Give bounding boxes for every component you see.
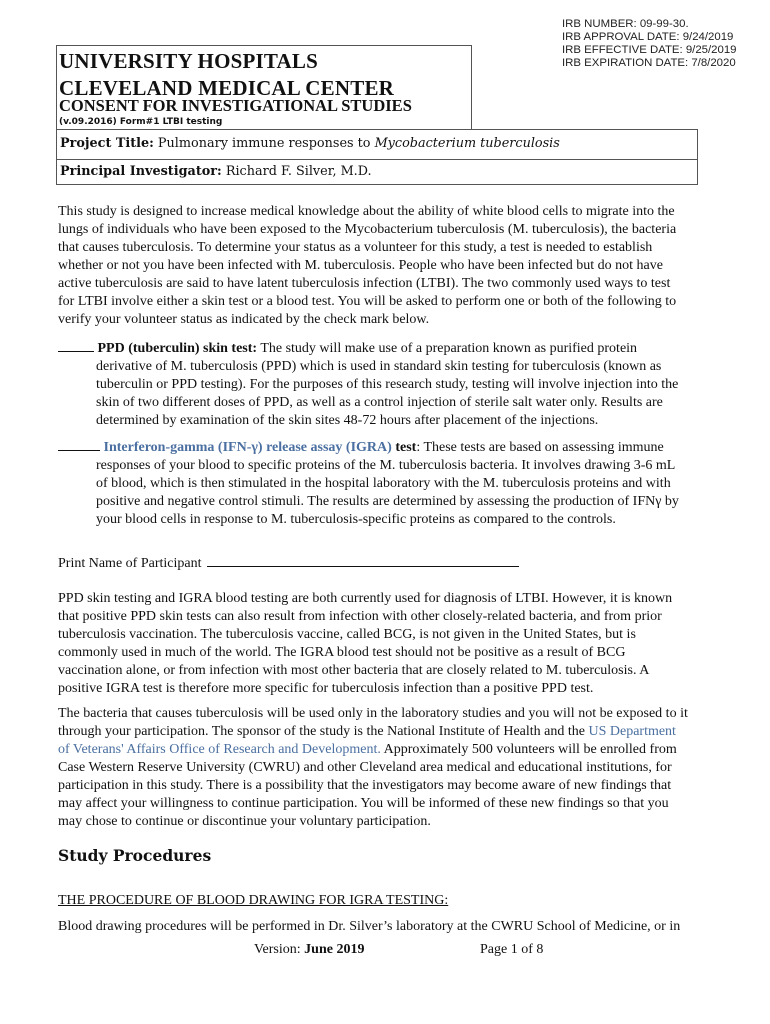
sponsor-line-2 — [58, 723, 738, 741]
irb-number: IRB NUMBER: 09-99-30. — [562, 18, 689, 30]
intro-line-3: that causes tuberculosis. To determine your status as a volunteer for this study, a test is needed to establish — [58, 240, 653, 255]
study-procedures-heading: Study Procedures — [58, 846, 212, 865]
intro-line-6: for LTBI involve either a skin test or a blood test. You will be asked to perform one or both of the following to — [58, 294, 677, 309]
procedure-line: Blood drawing procedures will be performed in Dr. Silver’s laboratory at the CWRU School of Medicine, or in — [58, 919, 681, 934]
igra-first-line: : These tests are based on assessing immune — [416, 440, 664, 455]
sponsor-paragraph — [58, 705, 738, 831]
ppd-line-4: determined by examination of the skin sites 48-72 hours after placement of the injections. — [96, 413, 599, 428]
ppd-checkbox-blank[interactable] — [58, 341, 94, 352]
sponsor-line-3-text: Approximately 500 volunteers will be enrolled from — [380, 742, 677, 757]
procedure-heading: THE PROCEDURE OF BLOOD DRAWING FOR IGRA TESTING: — [58, 893, 449, 908]
institution-name — [59, 48, 394, 102]
footer-version-value: June 2019 — [304, 942, 365, 957]
ppd-line-2: tuberculin or PPD testing). For the purposes of this research study, testing will involve injection into the — [96, 377, 679, 392]
igra-line-4: your blood cells in response to M. tuberculosis-specific proteins as compared to the controls. — [96, 512, 616, 527]
igra-option — [58, 439, 664, 457]
print-name-row — [58, 554, 738, 573]
project-box — [56, 129, 698, 185]
institution-line-2: CLEVELAND MEDICAL CENTER — [59, 76, 395, 100]
sponsor-line-7: may chose to continue or discontinue your voluntary participation. — [58, 814, 431, 829]
sponsor-va-link-2: of Veterans' Affairs Office of Research and Development. — [58, 742, 381, 757]
sponsor-line-3 — [58, 741, 738, 759]
footer-version — [254, 942, 364, 958]
sponsor-line-5: participation in this study. There is a possibility that the investigators may become aware of new findings that — [58, 778, 672, 793]
intro-line-5: active tuberculosis are said to have latent tuberculosis infection (LTBI). The two commonly used ways to test — [58, 276, 671, 291]
ppd-first-line: The study will make use of a preparation known as purified protein — [257, 341, 638, 356]
sponsor-line-2-text: through your participation. The sponsor of the study is the National Institute of Health and the — [58, 724, 589, 739]
sponsor-va-link-1: US Department — [588, 724, 676, 739]
project-title — [60, 136, 560, 151]
igra-description — [96, 457, 736, 529]
project-divider — [57, 159, 697, 160]
ltbi-line-1: PPD skin testing and IGRA blood testing are both currently used for diagnosis of LTBI. However, it is known — [58, 591, 673, 606]
igra-heading-test: test — [391, 440, 417, 455]
project-title-label: Project Title: — [60, 136, 154, 151]
intro-paragraph — [58, 203, 738, 329]
intro-line-4: whether or not you have been infected with M. tuberculosis. People who have been infected but do not have — [58, 258, 663, 273]
ppd-line-3: skin of two different doses of PPD, as well as a control injection of sterile salt water only. Results are — [96, 395, 663, 410]
principal-investigator — [60, 164, 372, 179]
ppd-description — [96, 358, 736, 430]
ppd-heading: PPD (tuberculin) skin test: — [97, 341, 258, 356]
intro-line-7: verify your volunteer status as indicated by the check mark below. — [58, 312, 430, 327]
irb-expiration-date: IRB EXPIRATION DATE: 7/8/2020 — [562, 57, 736, 69]
pi-label: Principal Investigator: — [60, 164, 222, 179]
igra-line-3: positive and negative control stimuli. The results are determined by assessing the production of IFNγ by — [96, 494, 679, 509]
sponsor-line-4: Case Western Reserve University (CWRU) and other Cleveland area medical and educational institutions, for — [58, 760, 672, 775]
intro-line-2: lungs of individuals who have been exposed to the Mycobacterium tuberculosis (M. tuberculosis), the bacteria — [58, 222, 677, 237]
irb-approval-date: IRB APPROVAL DATE: 9/24/2019 — [562, 31, 734, 43]
form-title: CONSENT FOR INVESTIGATIONAL STUDIES — [59, 96, 412, 115]
ltbi-line-2: that positive PPD skin tests can also result from infection with other closely-related bacteria, and from prior — [58, 609, 662, 624]
print-name-label: Print Name of Participant — [58, 556, 202, 571]
project-title-text: Pulmonary immune responses to — [153, 136, 375, 151]
sponsor-line-6: may affect your willingness to continue participation. You will be informed of these new findings so that you — [58, 796, 669, 811]
ppd-option — [58, 340, 637, 358]
pi-name: Richard F. Silver, M.D. — [221, 164, 372, 179]
ltbi-line-5: vaccination alone, or from infection with most other bacteria that are closely related to M. tuberculosis. A — [58, 663, 650, 678]
project-title-italic: Mycobacterium tuberculosis — [374, 136, 560, 151]
igra-checkbox-blank[interactable] — [58, 440, 100, 451]
irb-info — [562, 18, 767, 70]
igra-line-2: of blood, which is then stimulated in the hospital laboratory with the M. tuberculosis proteins and with — [96, 476, 671, 491]
form-version: (v.09.2016) Form#1 LTBI testing — [59, 117, 223, 127]
institution-line-1: UNIVERSITY HOSPITALS — [59, 49, 318, 73]
irb-effective-date: IRB EFFECTIVE DATE: 9/25/2019 — [562, 44, 737, 56]
ltbi-line-4: commonly used in much of the world. The IGRA blood test should not be positive as a result of BCG — [58, 645, 626, 660]
footer-page: Page 1 of 8 — [480, 942, 544, 957]
ltbi-line-3: tuberculosis vaccination. The tuberculosis vaccine, called BCG, is not given in the United States, but is — [58, 627, 636, 642]
ltbi-line-6: positive IGRA test is therefore more specific for tuberculosis infection than a positive PPD test. — [58, 681, 594, 696]
sponsor-line-1: The bacteria that causes tuberculosis will be used only in the laboratory studies and you will not be exposed to it — [58, 706, 688, 721]
footer-version-label: Version: — [254, 942, 305, 957]
igra-heading: Interferon-gamma (IFN-γ) release assay (IGRA) — [103, 440, 392, 455]
igra-line-1: responses of your blood to specific proteins of the M. tuberculosis bacteria. It involves drawing 3-6 mL — [96, 458, 676, 473]
ltbi-paragraph — [58, 590, 738, 698]
ppd-line-1: derivative of M. tuberculosis (PPD) which is used in standard skin testing for tuberculosis (known as — [96, 359, 662, 374]
print-name-field[interactable] — [207, 554, 519, 567]
intro-line-1: This study is designed to increase medical knowledge about the ability of white blood cells to migrate into the — [58, 204, 675, 219]
